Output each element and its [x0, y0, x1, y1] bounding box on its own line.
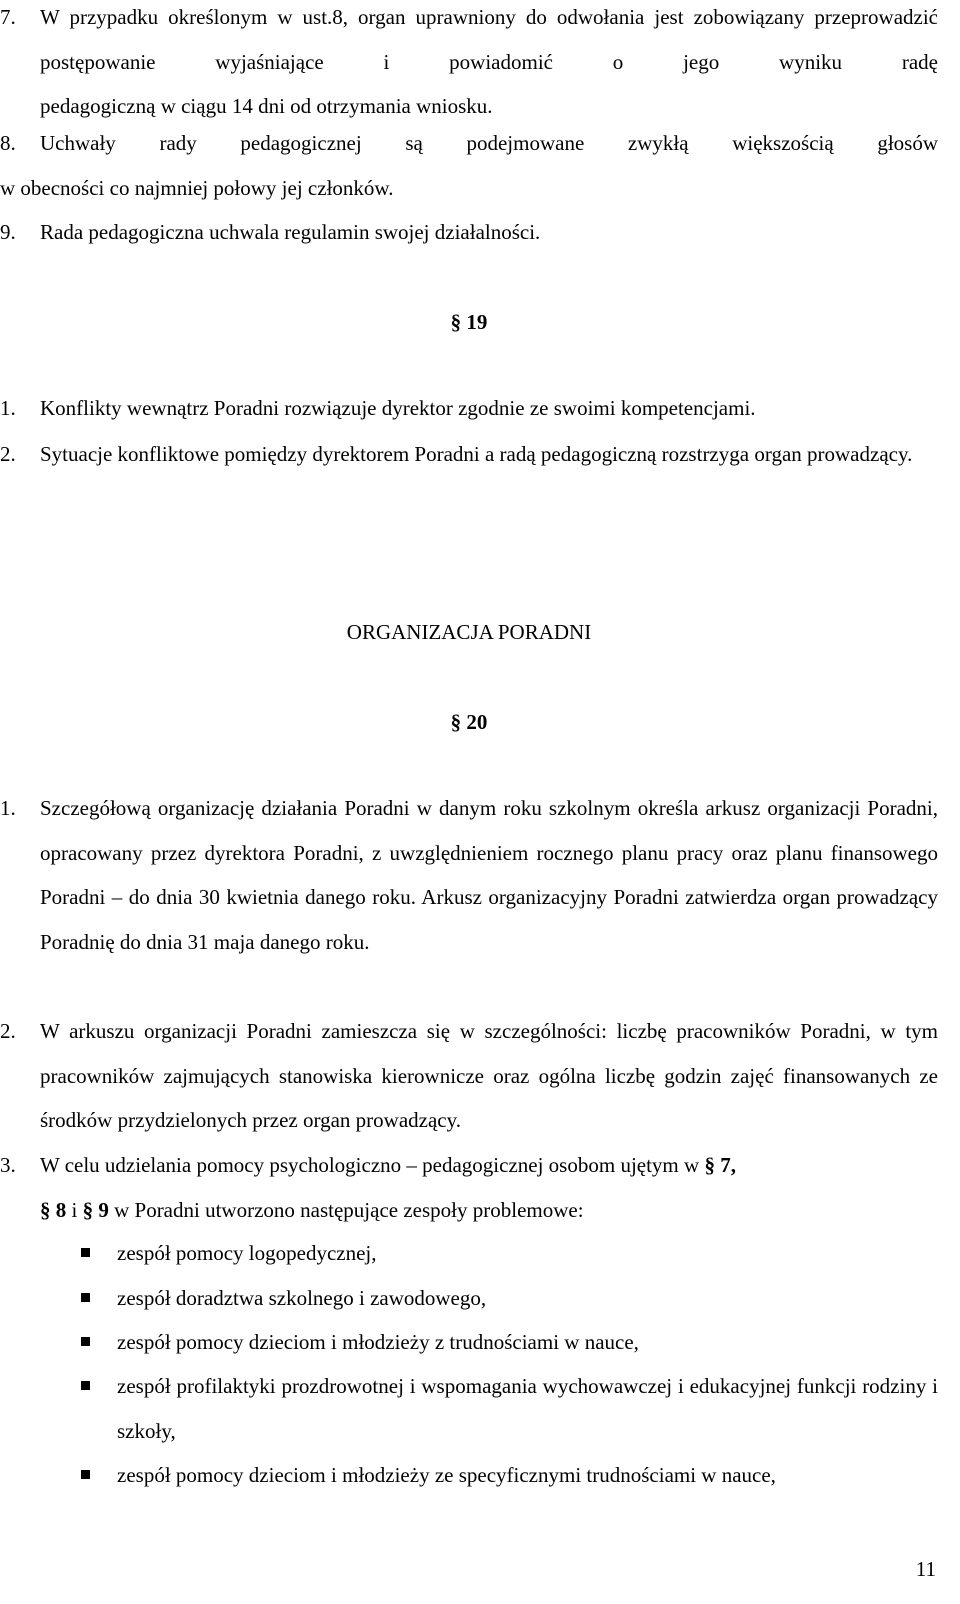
section-heading-19	[0, 300, 938, 345]
section-number: 19	[466, 310, 488, 334]
section-ref-sign: §	[40, 1197, 51, 1222]
square-bullet-icon	[81, 1248, 90, 1257]
section-sign: §	[450, 310, 462, 334]
bullet-item	[0, 1364, 938, 1453]
section-ref: 8	[55, 1197, 67, 1222]
bullet-text: zespół pomocy dzieciom i młodzieży z trudnościami w nauce,	[117, 1330, 639, 1354]
bullet-text: zespół doradztwa szkolnego i zawodowego,	[117, 1286, 487, 1310]
item-text: Konflikty wewnątrz Poradni rozwiązuje dyrektor zgodnie ze swoimi kompetencjami.	[40, 396, 756, 420]
item-number: 7.	[0, 5, 16, 29]
list-item	[0, 786, 938, 964]
chapter-title: ORGANIZACJA PORADNI	[346, 620, 592, 644]
item-text	[40, 0, 938, 129]
list-item	[0, 386, 938, 431]
bullet-text: zespół profilaktyki prozdrowotnej i wspomagania wychowawczej i edukacyjnej funkcji rodziny i szkoły,	[117, 1374, 938, 1443]
list-item	[0, 432, 938, 477]
list-item	[0, 0, 938, 129]
bullet-item	[0, 1276, 938, 1321]
item-number: 9.	[0, 220, 16, 244]
item-text: Sytuacje konfliktowe pomiędzy dyrektorem Poradni a radą pedagogiczną rozstrzyga organ prowadzący.	[40, 442, 913, 466]
square-bullet-icon	[81, 1337, 90, 1346]
item-text-line: w obecności co najmniej połowy jej członków.	[0, 175, 394, 200]
item-number: 3.	[0, 1153, 16, 1177]
section-ref: 7,	[720, 1153, 736, 1177]
item-number: 1.	[0, 796, 16, 820]
item-number: 2.	[0, 1019, 16, 1043]
section-ref-sign: §	[82, 1197, 94, 1222]
section-number: 20	[466, 710, 488, 734]
list-item	[0, 210, 938, 255]
item-text: Szczegółową organizację działania Poradni w danym roku szkolnym określa arkusz organizacji Poradni, opracowany przez dyrektora Poradni, z uwzględnieniem rocznego planu pracy oraz planu finansowego Poradni – do dnia 30 kwietnia danego roku. Arkusz organizacyjny Poradni zatwierdza organ prowadzący Poradnię do dnia 31 maja danego roku.	[40, 796, 938, 954]
item-number: 8.	[0, 131, 16, 155]
item-text	[0, 121, 938, 210]
bullet-item	[0, 1453, 938, 1498]
item-text: Rada pedagogiczna uchwala regulamin swojej działalności.	[40, 220, 541, 244]
page-number: 11	[915, 1557, 936, 1581]
list-item	[0, 1143, 938, 1232]
conjunction: i	[71, 1197, 78, 1222]
bullet-item	[0, 1320, 938, 1365]
section-heading-20	[0, 700, 938, 745]
square-bullet-icon	[81, 1293, 90, 1302]
item-text-part: W celu udzielania pomocy psychologiczno – pedagogicznej osobom ujętym w	[40, 1153, 700, 1177]
item-text-line: W przypadku określonym w ust.8, organ uprawniony do odwołania jest zobowiązany przeprowadzić postępowanie wyjaśniające i powiadomić o jego wyniku radę	[40, 5, 938, 74]
section-ref-sign: §	[704, 1153, 715, 1177]
item-text-part: w Poradni utworzono następujące zespoły problemowe:	[114, 1197, 584, 1222]
bullet-text: zespół pomocy logopedycznej,	[117, 1241, 377, 1265]
list-item	[0, 1009, 938, 1143]
item-number: 2.	[0, 442, 16, 466]
item-text-line: Uchwały rady pedagogicznej są podejmowane zwykłą większością głosów	[40, 131, 938, 155]
bullet-item	[0, 1231, 938, 1276]
section-ref: 9	[98, 1197, 109, 1222]
item-text-line: pedagogiczną w ciągu 14 dni od otrzymania wniosku.	[40, 94, 493, 118]
item-number: 1.	[0, 396, 16, 420]
square-bullet-icon	[81, 1470, 90, 1479]
section-sign: §	[450, 710, 462, 734]
item-text	[40, 1143, 938, 1232]
square-bullet-icon	[81, 1381, 90, 1390]
bullet-text: zespół pomocy dzieciom i młodzieży ze specyficznymi trudnościami w nauce,	[117, 1463, 776, 1487]
item-text: W arkuszu organizacji Poradni zamieszcza się w szczególności: liczbę pracowników Poradni, w tym pracowników zajmujących stanowiska kierownicze oraz ogólna liczbę godzin zajęć finansowanych ze środków przydzielonych przez organ prowadzący.	[40, 1019, 938, 1132]
list-item	[0, 121, 938, 210]
